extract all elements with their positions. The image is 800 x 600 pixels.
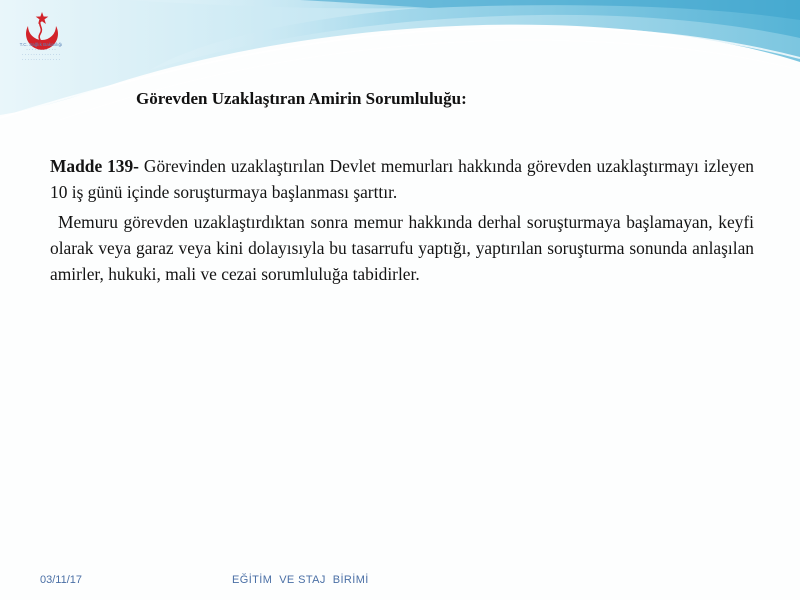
logo-caption	[4, 42, 78, 62]
slide-content	[50, 153, 754, 291]
article-number: Madde 139-	[50, 156, 139, 176]
footer-unit-name: EĞİTİM VE STAJ BİRİMİ	[232, 574, 369, 586]
slide-title: Görevden Uzaklaştıran Amirin Sorumluluğu:	[136, 89, 467, 108]
ministry-logo-icon	[6, 6, 74, 72]
logo-caption-line: · · · · · · · · · · · · · ·	[21, 57, 60, 62]
logo-caption-line: · · · · · · · · · · ·	[26, 47, 56, 52]
footer-date: 03/11/17	[40, 574, 83, 586]
logo-caption-line: · · · · · · · · · · · · · ·	[21, 52, 60, 57]
logo-caption-line: T.C. Sağlık Bakanlığı	[19, 42, 63, 47]
paragraph-1-text: Görevinden uzaklaştırılan Devlet memurları hakkında görevden uzaklaştırmayı izleyen 10 iş günü içinde soruşturmaya başlanması şarttır.	[50, 156, 754, 202]
paragraph-article-139	[50, 153, 754, 205]
paragraph-2: Memuru görevden uzaklaştırdıktan sonra memur hakkında derhal soruşturmaya başlamayan, keyfi olarak veya garaz veya kini dolayısıyla bu tasarrufu yaptığı, yaptırılan soruşturma sonunda anlaşılan amirler, hukuki, mali ve cezai sorumluluğa tabidirler.	[50, 212, 754, 284]
